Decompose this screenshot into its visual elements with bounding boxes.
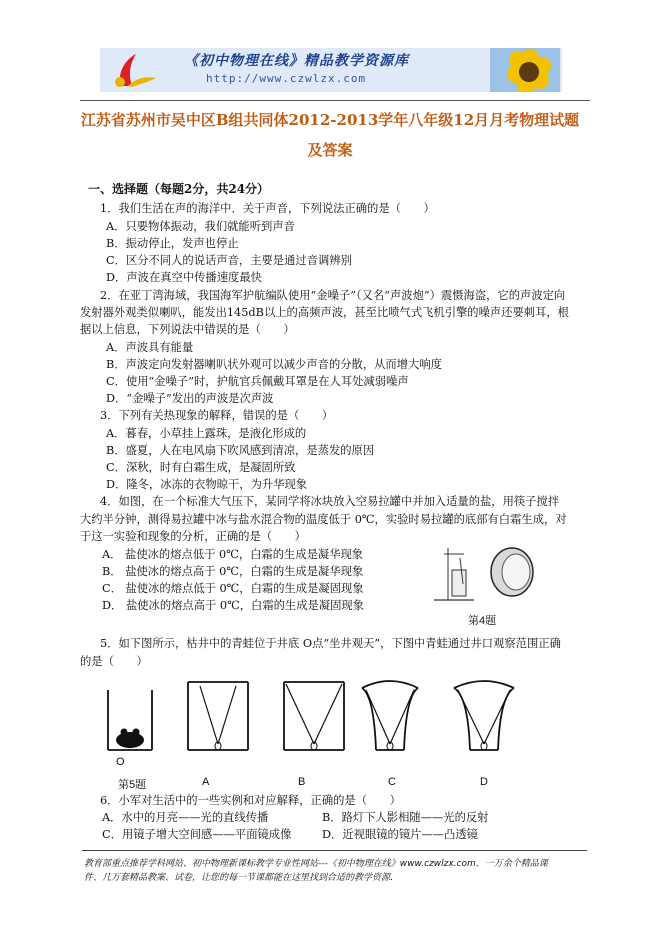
section-heading: 一、选择题（每题2分，共24分） [88, 182, 270, 196]
question-1-option-a: A．只要物体振动，我们就能听到声音 [106, 220, 295, 233]
option-d-diagram [454, 681, 514, 750]
question-3-option-c: C．深秋，时有白霜生成，是凝固所致 [106, 461, 296, 474]
question-4-stem-line2: 大约半分钟，测得易拉罐中冰与盐水混合物的温度低于 0℃，实验时易拉罐的底部有白霜生成，对 [80, 513, 567, 526]
question-5-label-a: A [202, 776, 210, 788]
question-2-option-c: C．使用“金噪子”时，护航官兵佩戴耳罩是在人耳处减弱噪声 [106, 375, 409, 388]
question-4-option-d: D． 盐使冰的熔点高于 0℃，白霜的生成是凝固现象 [102, 599, 365, 612]
question-4-figure-caption: 第4题 [468, 615, 497, 627]
question-4-figure [430, 540, 538, 608]
question-6-stem: 6．小军对生活中的一些实例和对应解释，正确的是（ ） [100, 794, 401, 807]
question-3-option-a: A．暮春，小草挂上露珠，是液化形成的 [106, 427, 307, 440]
question-5-figure-caption: 第5题 [118, 779, 147, 791]
page-title-continued: 及答案 [307, 141, 353, 159]
question-1-option-d: D．声波在真空中传播速度最快 [106, 271, 262, 284]
header-banner [100, 48, 562, 92]
well-with-frog-diagram [108, 690, 152, 750]
question-5-stem-line2: 的是（ ） [80, 655, 148, 668]
question-6-option-d: D．近视眼镜的镜片——凸透镜 [322, 828, 478, 841]
question-5-label-c: C [388, 776, 396, 788]
option-a-diagram [188, 682, 248, 750]
question-3-option-b: B．盛夏，人在电风扇下吹风感到清凉，是蒸发的原因 [106, 444, 375, 457]
option-c-diagram [362, 681, 418, 750]
question-4-option-a: A． 盐使冰的熔点低于 0℃，白霜的生成是凝华现象 [102, 548, 364, 561]
question-4-stem-line3: 于这一实验和现象的分析，正确的是（ ） [80, 530, 306, 543]
sunflower-icon [490, 48, 560, 92]
question-3-option-d: D．隆冬，冰冻的衣物晾干，为升华现象 [106, 478, 308, 491]
footer-line-2: 件、几万套精品教案、试卷，让您的每一节课都能在这里找到合适的教学资源． [84, 873, 400, 883]
question-6-option-b: B．路灯下人影相随——光的反射 [322, 811, 489, 824]
question-4-option-c: C． 盐使冰的熔点低于 0℃，白霜的生成是凝固现象 [102, 582, 364, 595]
site-logo-icon [102, 50, 160, 90]
question-1-stem: 1．我们生活在声的海洋中．关于声音，下列说法正确的是（ ） [100, 202, 435, 215]
question-1-option-b: B．振动停止，发声也停止 [106, 237, 239, 250]
question-6-option-c: C．用镜子增大空间感——平面镜成像 [102, 828, 292, 841]
question-5-point-o-label: O [116, 756, 125, 768]
question-5-label-b: B [298, 776, 306, 788]
question-4-stem: 4．如图，在一个标准大气压下，某同学将冰块放入空易拉罐中并加入适量的盐，用筷子搅拌 [100, 495, 560, 508]
footer-divider [82, 850, 587, 851]
question-2-stem-line3: 据以上信息，下列说法中错误的是（ ） [80, 323, 295, 336]
banner-title: 《初中物理在线》精品教学资源库 [184, 53, 409, 69]
question-2-option-a: A．声波具有能量 [106, 341, 194, 354]
header-divider [80, 100, 590, 101]
question-2-stem: 2．在亚丁湾海域，我国海军护航编队使用“金噪子”（又名“声波炮”）震慑海盗，它的声波定向 [100, 289, 566, 302]
question-4-option-b: B． 盐使冰的熔点高于 0℃，白霜的生成是凝华现象 [102, 565, 364, 578]
question-2-option-d: D．“金噪子”发出的声波是次声波 [106, 392, 274, 405]
banner-url: http://www.czwlzx.com [206, 72, 367, 85]
question-1-option-c: C．区分不同人的说话声音，主要是通过音调辨别 [106, 254, 352, 267]
option-b-diagram [284, 682, 344, 750]
question-5-label-d: D [480, 776, 488, 788]
question-5-figure [100, 676, 530, 762]
question-5-stem: 5．如下图所示，枯井中的青蛙位于井底 O点“坐井观天”，下图中青蛙通过井口观察范围正确 [100, 637, 561, 650]
question-2-stem-line2: 发射器外观类似喇叭，能发出145dB以上的高频声波，甚至比喷气式飞机引擎的噪声还要刺耳，根 [80, 306, 569, 319]
question-2-option-b: B．声波定向发射器喇叭状外观可以减少声音的分散，从而增大响度 [106, 358, 442, 371]
footer-line-1: 教育部重点推荐学科网站、初中物理新课标教学专业性网站---《初中物理在线》www.czwlzx.com．一万余个精品课 [84, 859, 548, 869]
question-6-option-a: A．水中的月亮——光的直线传播 [102, 811, 269, 824]
question-3-stem: 3．下列有关热现象的解释，错误的是（ ） [100, 409, 334, 422]
page-title: 江苏省苏州市吴中区B组共同体2012-2013学年八年级12月月考物理试题 [80, 111, 580, 129]
